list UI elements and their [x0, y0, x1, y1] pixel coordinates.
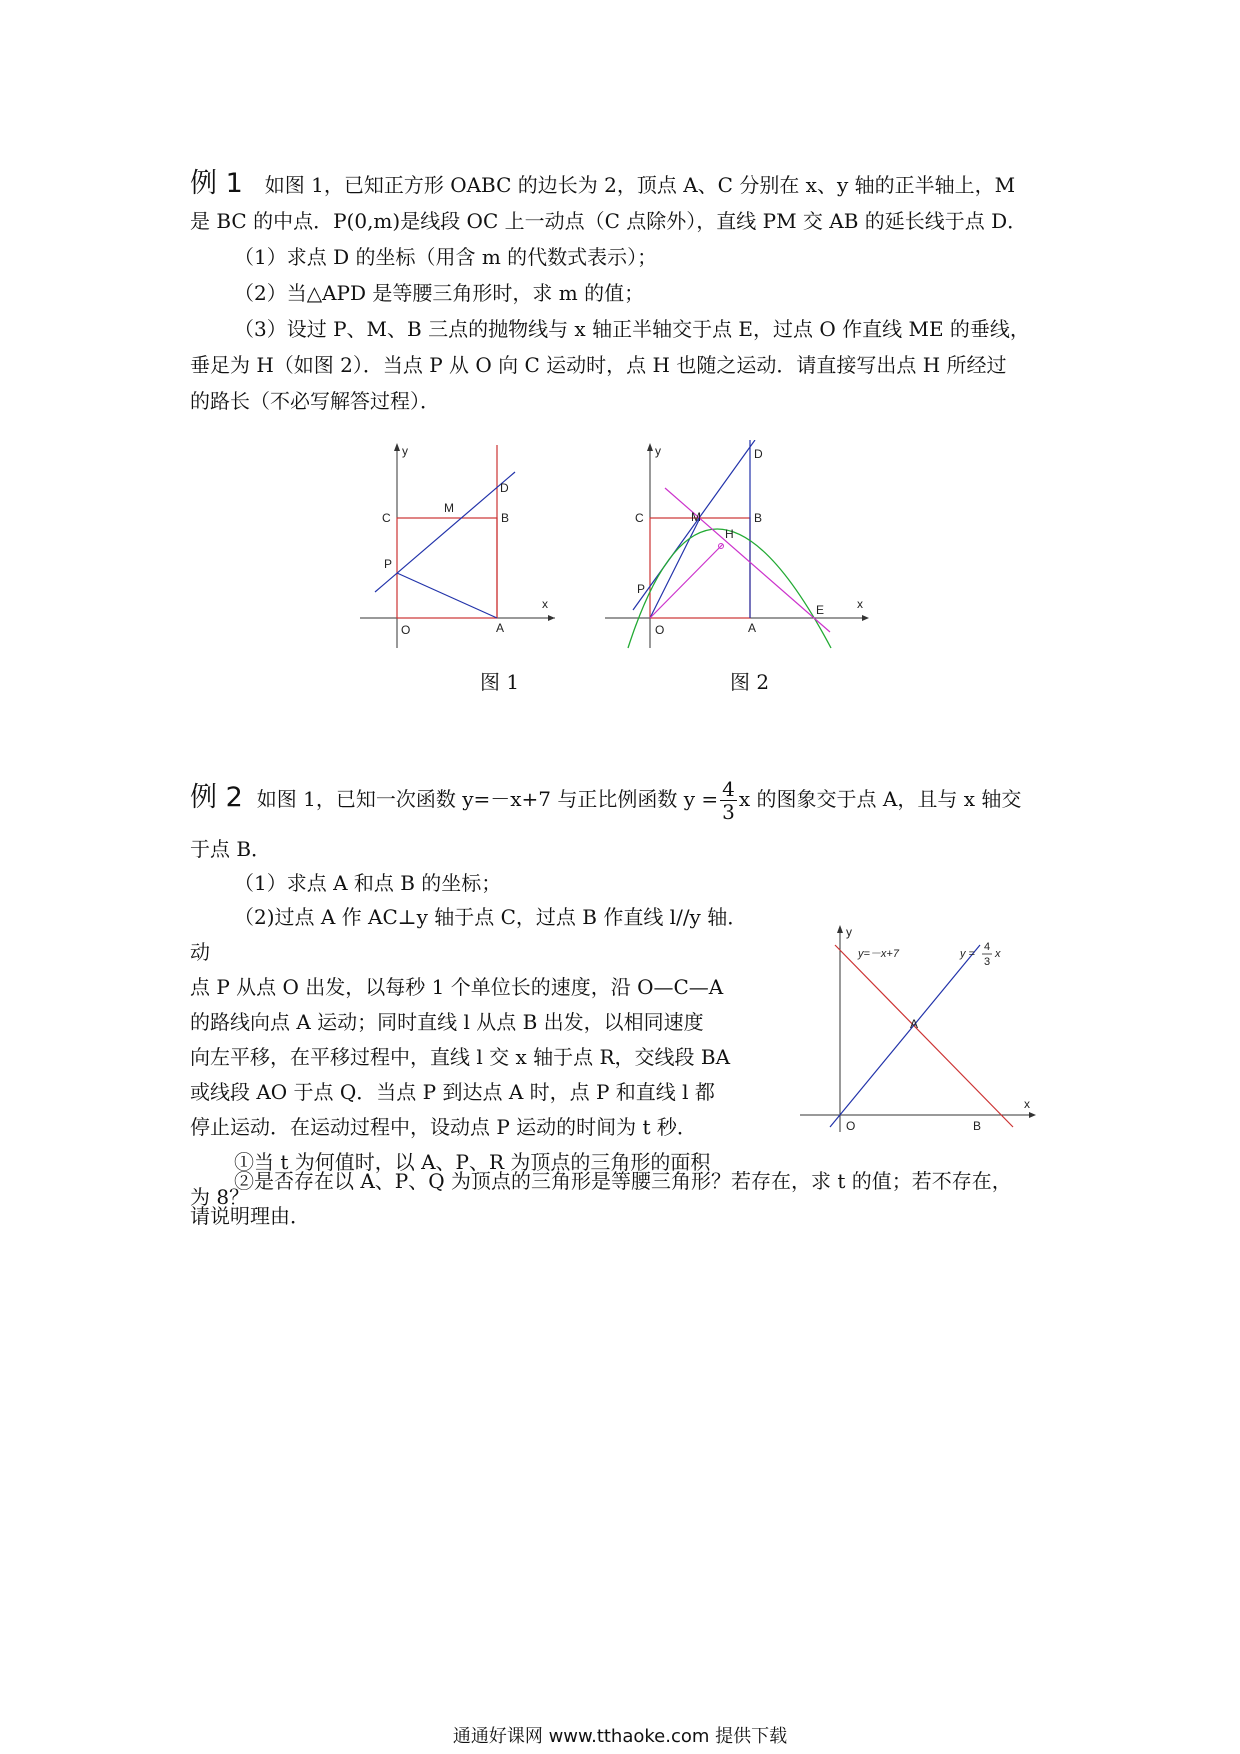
- example-2-question-2b: 点 P 从点 O 出发，以每秒 1 个单位长的速度，沿 O—C—A: [190, 975, 724, 999]
- example-2-intro-eq-rhs: x: [738, 787, 751, 811]
- label-c: C: [382, 511, 391, 525]
- label-line-2-rhs: x: [995, 948, 1001, 960]
- label-x: x: [1024, 1097, 1030, 1111]
- example-2-heading: 例 2: [190, 782, 243, 813]
- example-2: [190, 778, 1070, 869]
- example-2-question-2a: （2)过点 A 作 AC⊥y 轴于点 C，过点 B 作直线 l//y 轴．动: [190, 905, 748, 964]
- example-2-intro-a: 如图 1，已知一次函数 y=－x+7 与正比例函数: [256, 787, 678, 811]
- example-1-line-2: 是 BC 的中点．P(0,m)是线段 OC 上一动点（C 点除外），直线 PM 交 AB 的延长线于点 D．: [190, 209, 1028, 233]
- figure-3: [800, 920, 1050, 1135]
- example-1-question-2: （2）当△APD 是等腰三角形时，求 m 的值；: [234, 281, 645, 305]
- segment-om: [650, 518, 700, 618]
- label-y: y: [655, 444, 661, 458]
- example-2-question-2f: 停止运动．在运动过程中，设动点 P 运动的时间为 t 秒．: [190, 1115, 697, 1139]
- label-b: B: [754, 511, 763, 525]
- line-me: [665, 488, 830, 632]
- label-c: C: [635, 511, 644, 525]
- example-2-question-2g1: ①当 t 为何值时，以 A、P、R 为顶点的三角形的面积: [234, 1150, 711, 1174]
- figure-1: [360, 440, 560, 655]
- label-e: E: [816, 603, 825, 617]
- example-2-question-2g2: 为 8？: [190, 1185, 250, 1209]
- line-pm: [633, 440, 755, 610]
- example-1-question-1: （1）求点 D 的坐标（用含 m 的代数式表示）；: [234, 245, 658, 269]
- example-2-intro-b: 的图象交于点 A，且与 x 轴交: [756, 787, 1022, 811]
- figure-1-diagram: [360, 440, 560, 655]
- page-footer: 通通好课网 www.tthaoke.com 提供下载: [452, 1726, 788, 1747]
- example-2-question-1-block: [190, 866, 1070, 901]
- label-a: A: [748, 621, 757, 635]
- label-line-2-num: 4: [984, 941, 991, 953]
- label-p: P: [384, 557, 393, 571]
- label-p: P: [637, 582, 646, 596]
- label-m: M: [691, 510, 701, 524]
- figure-3-diagram: [800, 920, 1050, 1135]
- example-1-question-3a: （3）设过 P、M、B 三点的抛物线与 x 轴正半轴交于点 E，过点 O 作直线 ME 的垂线，: [234, 317, 1030, 341]
- segment-pa: [397, 573, 497, 618]
- figure-1-caption: 图 1: [480, 670, 520, 694]
- label-a: A: [496, 621, 505, 635]
- example-2-question-2h1: ②是否存在以 A、P、Q 为顶点的三角形是等腰三角形？若存在，求 t 的值；若不存在，: [234, 1169, 1012, 1193]
- label-x: x: [857, 597, 863, 611]
- example-2-question-2c: 的路线向点 A 运动；同时直线 l 从点 B 出发，以相同速度: [190, 1010, 704, 1034]
- fraction-numerator: 4: [722, 777, 735, 801]
- label-d: D: [500, 481, 509, 495]
- figure-2-caption: 图 2: [730, 670, 770, 694]
- label-b: B: [501, 511, 510, 525]
- example-1-line-1: 如图 1，已知正方形 OABC 的边长为 2，顶点 A、C 分别在 x、y 轴的正半轴上，M: [264, 173, 1016, 197]
- line-pm: [375, 472, 515, 592]
- label-b: B: [973, 1119, 982, 1133]
- label-line-1: y=－x+7: [858, 948, 899, 960]
- example-2-question-2e: 或线段 AO 于点 Q．当点 P 到达点 A 时，点 P 和直线 l 都: [190, 1080, 715, 1104]
- example-2-question-2h2: 请说明理由．: [190, 1204, 310, 1228]
- label-line-2-lhs: y =: [960, 948, 975, 960]
- label-o: O: [846, 1119, 856, 1133]
- label-a: A: [910, 1017, 919, 1031]
- label-y: y: [846, 925, 852, 939]
- square-oabc: [397, 518, 497, 618]
- figure-2-diagram: [605, 440, 875, 655]
- example-1-heading: 例 1: [190, 168, 243, 199]
- example-2-fraction: [720, 778, 737, 823]
- label-o: O: [655, 623, 665, 637]
- example-1: [190, 166, 1070, 419]
- label-x: x: [542, 597, 548, 611]
- example-2-question-2h-block: [190, 1164, 1070, 1234]
- example-2-intro-c: 于点 B．: [190, 837, 272, 861]
- label-y: y: [402, 444, 408, 458]
- example-2-question-1: （1）求点 A 和点 B 的坐标；: [234, 871, 502, 895]
- example-2-question-2d: 向左平移，在平移过程中，直线 l 交 x 轴于点 R，交线段 BA: [190, 1045, 731, 1069]
- example-2-intro-eq-lhs: y =: [683, 787, 719, 811]
- example-1-question-3b: 垂足为 H（如图 2）．当点 P 从 O 向 C 运动时，点 H 也随之运动．请直接写出点 H 所经过: [190, 353, 1007, 377]
- label-m: M: [444, 501, 454, 515]
- example-1-question-3c: 的路长（不必写解答过程）．: [190, 389, 440, 413]
- label-o: O: [401, 623, 411, 637]
- label-d: D: [754, 447, 763, 461]
- label-h: H: [725, 527, 734, 541]
- label-line-2-den: 3: [984, 956, 991, 968]
- fraction-denominator: 3: [722, 800, 735, 824]
- figure-2: [605, 440, 875, 655]
- line-y-neg-x-plus-7: [835, 945, 1013, 1127]
- segment-oh: [650, 544, 723, 618]
- line-y-4-3-x: [830, 945, 980, 1127]
